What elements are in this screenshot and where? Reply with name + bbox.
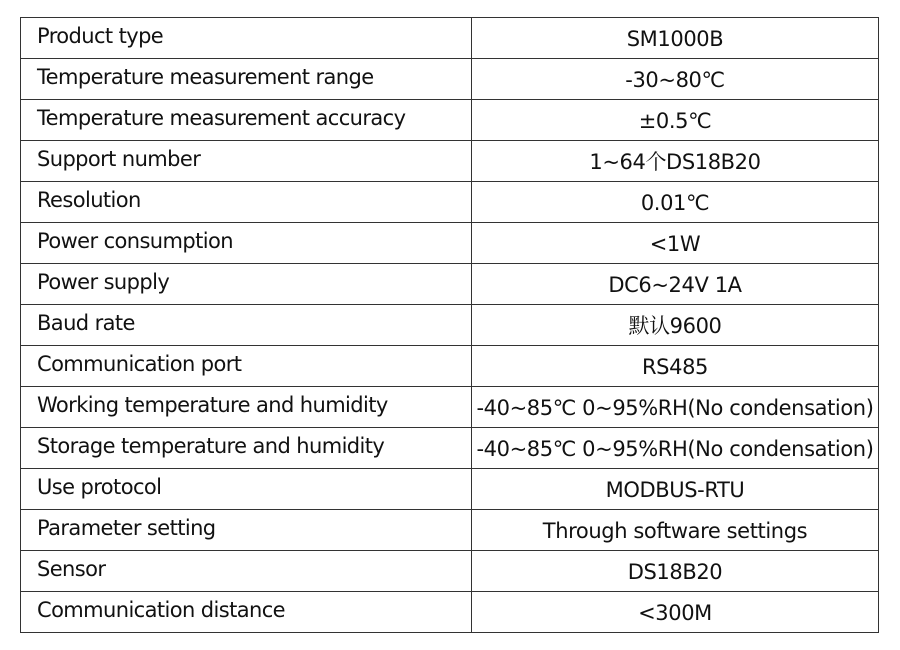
- value-sensor: DS18B20: [472, 551, 879, 592]
- value-power-consumption: <1W: [472, 223, 879, 264]
- value-communication-port: RS485: [472, 346, 879, 387]
- value-working-temp-humidity: -40~85℃ 0~95%RH(No condensation): [472, 387, 879, 428]
- param-use-protocol: Use protocol: [21, 469, 472, 510]
- table-row: [21, 551, 879, 592]
- param-resolution: Resolution: [21, 182, 472, 223]
- value-temperature-range: -30~80℃: [472, 59, 879, 100]
- table-row: [21, 346, 879, 387]
- value-product-type: SM1000B: [472, 18, 879, 59]
- param-sensor: Sensor: [21, 551, 472, 592]
- spec-table: [20, 17, 879, 633]
- param-temperature-range: Temperature measurement range: [21, 59, 472, 100]
- value-support-number: 1~64个DS18B20: [472, 141, 879, 182]
- param-parameter-setting: Parameter setting: [21, 510, 472, 551]
- table-row: [21, 223, 879, 264]
- value-baud-rate: 默认9600: [472, 305, 879, 346]
- table-row: [21, 592, 879, 633]
- table-row: [21, 59, 879, 100]
- param-storage-temp-humidity: Storage temperature and humidity: [21, 428, 472, 469]
- param-support-number: Support number: [21, 141, 472, 182]
- value-resolution: 0.01℃: [472, 182, 879, 223]
- param-power-consumption: Power consumption: [21, 223, 472, 264]
- table-row: [21, 141, 879, 182]
- table-row: [21, 469, 879, 510]
- value-communication-distance: <300M: [472, 592, 879, 633]
- param-product-type: Product type: [21, 18, 472, 59]
- value-power-supply: DC6~24V 1A: [472, 264, 879, 305]
- value-temperature-accuracy: ±0.5℃: [472, 100, 879, 141]
- table-row: [21, 18, 879, 59]
- table-row: [21, 428, 879, 469]
- table-row: [21, 387, 879, 428]
- param-temperature-accuracy: Temperature measurement accuracy: [21, 100, 472, 141]
- param-working-temp-humidity: Working temperature and humidity: [21, 387, 472, 428]
- value-parameter-setting: Through software settings: [472, 510, 879, 551]
- table-row: [21, 305, 879, 346]
- table-row: [21, 510, 879, 551]
- value-use-protocol: MODBUS-RTU: [472, 469, 879, 510]
- table-row: [21, 100, 879, 141]
- value-storage-temp-humidity: -40~85℃ 0~95%RH(No condensation): [472, 428, 879, 469]
- param-baud-rate: Baud rate: [21, 305, 472, 346]
- param-communication-port: Communication port: [21, 346, 472, 387]
- table-row: [21, 182, 879, 223]
- table-row: [21, 264, 879, 305]
- param-power-supply: Power supply: [21, 264, 472, 305]
- param-communication-distance: Communication distance: [21, 592, 472, 633]
